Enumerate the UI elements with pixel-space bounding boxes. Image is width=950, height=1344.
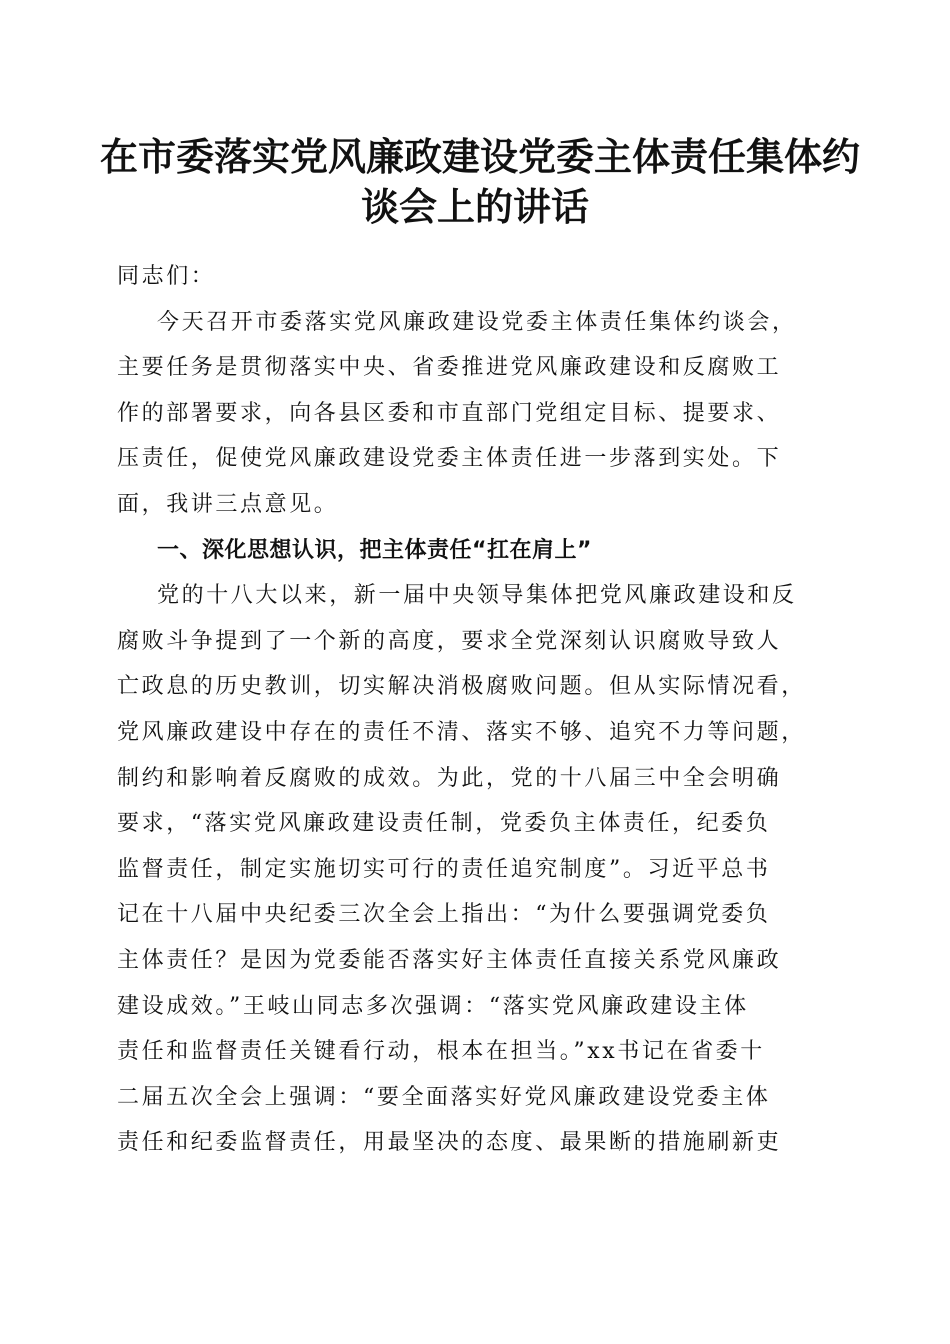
paragraph-line: 二届五次全会上强调：“要全面落实好党风廉政建设党委主体 — [117, 1084, 771, 1110]
paragraph-line: 建设成效。”王岐山同志多次强调：“落实党风廉政建设主体 — [117, 993, 749, 1019]
paragraph-line: 压责任，促使党风廉政建设党委主体责任进一步落到实处。下 — [117, 446, 782, 472]
paragraph-line: 要求，“落实党风廉政建设责任制，党委负主体责任，纪委负 — [117, 811, 771, 837]
paragraph-line: 责任和纪委监督责任，用最坚决的态度、最果断的措施刷新吏 — [117, 1130, 782, 1156]
section-heading: 一、深化思想认识，把主体责任“扛在肩上” — [157, 537, 592, 563]
paragraph-line: 面，我讲三点意见。 — [117, 491, 339, 517]
paragraph-line: 记在十八届中央纪委三次全会上指出：“为什么要强调党委负 — [117, 902, 771, 928]
paragraph-line: 制约和影响着反腐败的成效。为此，党的十八届三中全会明确 — [117, 765, 782, 791]
document-title — [100, 132, 861, 232]
paragraph-line: 作的部署要求，向各县区委和市直部门党组定目标、提要求、 — [117, 400, 782, 426]
paragraph-line: 今天召开市委落实党风廉政建设党委主体责任集体约谈会， — [157, 309, 797, 335]
paragraph-line: 腐败斗争提到了一个新的高度，要求全党深刻认识腐败导致人 — [117, 628, 782, 654]
paragraph-section1 — [117, 573, 835, 1166]
title-line: 在市委落实党风廉政建设党委主体责任集体约 — [100, 134, 861, 179]
paragraph-line: 监督责任，制定实施切实可行的责任追究制度”。习近平总书 — [117, 856, 771, 882]
paragraph-line: 党的十八大以来，新一届中央领导集体把党风廉政建设和反 — [157, 583, 797, 609]
paragraph-line: 主体责任？是因为党委能否落实好主体责任直接关系党风廉政 — [117, 947, 782, 973]
paragraph-line: 党风廉政建设中存在的责任不清、落实不够、追究不力等问题， — [117, 719, 806, 745]
salutation: 同志们： — [117, 264, 216, 289]
paragraph-line: 责任和监督责任关键看行动，根本在担当。”xx书记在省委十 — [117, 1039, 765, 1065]
document-body — [117, 254, 835, 1166]
paragraph-line: 主要任务是贯彻落实中央、省委推进党风廉政建设和反腐败工 — [117, 355, 782, 381]
paragraph-line: 亡政息的历史教训，切实解决消极腐败问题。但从实际情况看， — [117, 674, 806, 700]
paragraph-intro — [117, 300, 835, 528]
title-line: 谈会上的讲话 — [360, 184, 589, 229]
